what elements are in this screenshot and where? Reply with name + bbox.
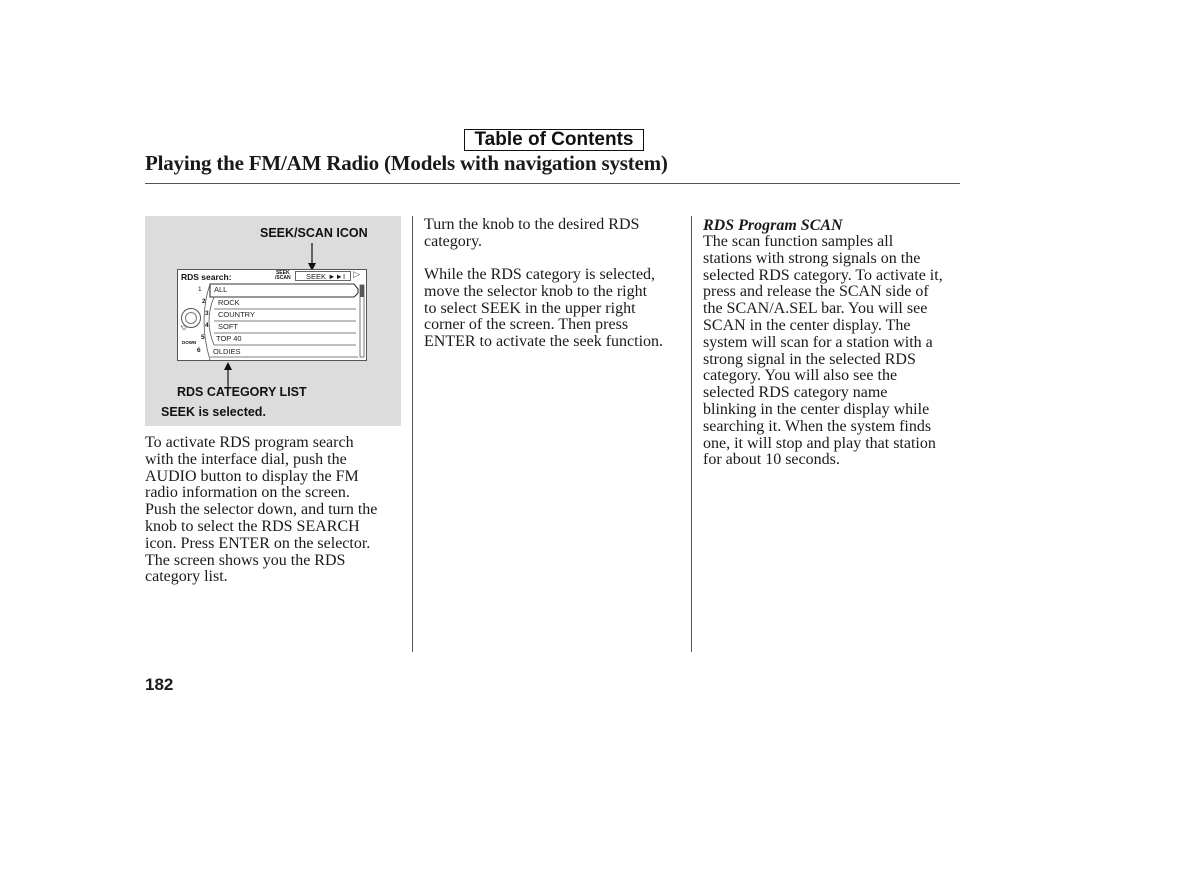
seek-scan-icon-label: SEEK/SCAN ICON bbox=[260, 226, 368, 240]
category-item-all[interactable]: ALL bbox=[214, 285, 228, 294]
column-divider-2 bbox=[691, 216, 692, 652]
page-title: Playing the FM/AM Radio (Models with navigation system) bbox=[145, 151, 668, 175]
category-num: 2 bbox=[202, 298, 206, 305]
rds-search-figure bbox=[145, 216, 401, 426]
col3-paragraph: The scan function samples all stations with strong signals on the selected RDS category. To activate it, press and release the SCAN side of the SCAN/A.SEL bar. You will see SCAN in the center display. The system will scan for a station with a strong signal in the selected RDS category. You will also see the selected RDS category name blinking in the center display while searching it. When the system finds one, it will stop and play that station for about 10 seconds. bbox=[703, 233, 943, 469]
category-item-rock[interactable]: ROCK bbox=[218, 298, 240, 307]
table-of-contents-button[interactable]: Table of Contents bbox=[464, 129, 644, 151]
selector-knob-icon bbox=[181, 308, 201, 328]
figure-caption: SEEK is selected. bbox=[161, 405, 266, 419]
seek-scan-tag: SEEK /SCAN bbox=[275, 270, 291, 281]
title-divider bbox=[145, 183, 960, 184]
rds-search-screen bbox=[177, 269, 367, 361]
column-divider-1 bbox=[412, 216, 413, 652]
category-item-country[interactable]: COUNTRY bbox=[218, 310, 255, 319]
rds-program-scan-heading: RDS Program SCAN bbox=[703, 217, 843, 234]
category-item-soft[interactable]: SOFT bbox=[218, 322, 238, 331]
category-num: 5 bbox=[201, 334, 205, 341]
col2-paragraph-1: Turn the knob to the desired RDS category. bbox=[424, 216, 640, 250]
rds-search-title: RDS search: bbox=[181, 272, 232, 282]
rds-category-list-label: RDS CATEGORY LIST bbox=[177, 385, 307, 399]
play-triangle-icon: ▷ bbox=[353, 270, 360, 280]
seek-button[interactable]: SEEK ►►I bbox=[295, 271, 351, 281]
category-num: 3 bbox=[205, 310, 209, 317]
down-label: DOWN bbox=[182, 340, 197, 345]
col2-paragraph-2: While the RDS category is selected, move the selector knob to the right to select SEEK in the upper right corner of the screen. Then press ENTER to activate the seek function. bbox=[424, 266, 664, 351]
category-item-oldies[interactable]: OLDIES bbox=[213, 347, 241, 356]
page-number: 182 bbox=[145, 675, 174, 694]
col1-paragraph: To activate RDS program search with the interface dial, push the AUDIO button to display the FM radio information on the screen. Push the selector down, and turn the knob to select the RDS SEARCH icon. Press ENTER on the selector. The screen shows you the RDS category list. bbox=[145, 434, 378, 586]
category-num: 6 bbox=[197, 347, 201, 354]
category-num: 4 bbox=[205, 322, 209, 329]
category-item-top-40[interactable]: TOP 40 bbox=[216, 334, 242, 343]
category-num: 1 bbox=[198, 286, 202, 293]
